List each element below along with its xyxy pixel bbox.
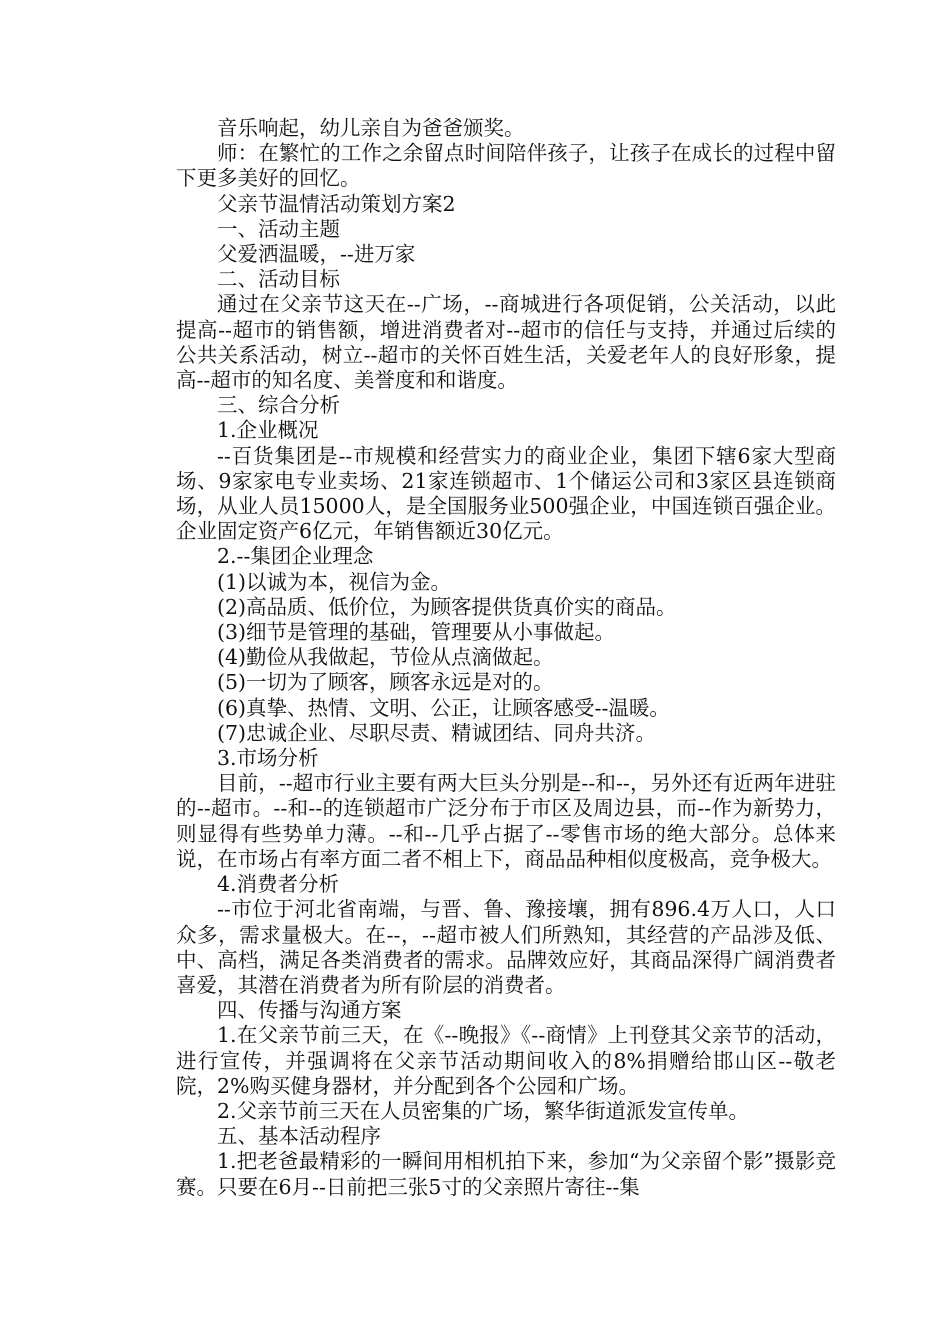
section-title: 父亲节温情活动策划方案2	[217, 191, 456, 216]
paragraph: 通过在父亲节这天在--广场，--商城进行各项促销，公关活动，以此提高--超市的销售额，增进消费者对--超市的信任与支持，并通过后续的公共关系活动，树立--超市的关怀百姓生活，关爱老年人的良好形象，提高--超市的知名度、美誉度和和谐度。	[176, 292, 836, 393]
paragraph: 2.父亲节前三天在人员密集的广场，繁华街道派发宣传单。	[217, 1098, 750, 1123]
list-item: (5)一切为了顾客，顾客永远是对的。	[217, 670, 554, 695]
subheading: 1.企业概况	[217, 418, 319, 443]
list-item: (4)勤俭从我做起，节俭从点滴做起。	[217, 645, 554, 670]
paragraph: --百货集团是--市规模和经营实力的商业企业，集团下辖6家大型商场、9家家电专业卖场、21家连锁超市、1个储运公司和3家区县连锁商场，从业人员15000人，是全国服务业500强企业，中国连锁百强企业。企业固定资产6亿元，年销售额近30亿元。	[176, 443, 836, 544]
subheading: 4.消费者分析	[217, 872, 340, 897]
paragraph: --市位于河北省南端，与晋、鲁、豫接壤，拥有896.4万人口，人口众多，需求量极大。在--，--超市被人们所熟知，其经营的产品涉及低、中、高档，满足各类消费者的需求。品牌效应好，其商品深得广阔消费者喜爱，其潜在消费者为所有阶层的消费者。	[176, 897, 836, 997]
document-body	[176, 116, 836, 1200]
list-item: (3)细节是管理的基础，管理要从小事做起。	[217, 620, 616, 645]
heading: 四、传播与沟通方案	[217, 998, 402, 1023]
paragraph: 师：在繁忙的工作之余留点时间陪伴孩子，让孩子在成长的过程中留下更多美好的回忆。	[176, 141, 836, 191]
paragraph: 音乐响起，幼儿亲自为爸爸颁奖。	[217, 116, 525, 140]
list-item: (2)高品质、低价位，为顾客提供货真价实的商品。	[217, 594, 677, 619]
heading: 五、基本活动程序	[217, 1124, 381, 1149]
heading: 三、综合分析	[217, 393, 340, 418]
paragraph: 父爱洒温暖，--进万家	[217, 242, 416, 267]
paragraph: 目前，--超市行业主要有两大巨头分别是--和--，另外还有近两年进驻的--超市。--和--的连锁超市广泛分布于市区及周边县，而--作为新势力，则显得有些势单力薄。--和--几乎占据了--零售市场的绝大部分。总体来说，在市场占有率方面二者不相上下，商品品种相似度极高，竞争极大。	[176, 771, 836, 871]
subheading: 3.市场分析	[217, 746, 319, 771]
list-item: (6)真挚、热情、文明、公正，让顾客感受--温暖。	[217, 695, 670, 720]
heading: 一、活动主题	[217, 216, 340, 241]
subheading: 2.--集团企业理念	[217, 544, 374, 569]
heading: 二、活动目标	[217, 267, 340, 292]
paragraph: 1.在父亲节前三天，在《--晚报》《--商情》上刊登其父亲节的活动，进行宣传，并强调将在父亲节活动期间收入的8%捐赠给邯山区--敬老院，2%购买健身器材，并分配到各个公园和广场。	[176, 1023, 836, 1098]
list-item: (7)忠诚企业、尽职尽责、精诚团结、同舟共济。	[217, 720, 657, 745]
list-item: (1)以诚为本，视信为金。	[217, 569, 452, 594]
paragraph: 1.把老爸最精彩的一瞬间用相机拍下来，参加“为父亲留个影”摄影竞赛。只要在6月--日前把三张5寸的父亲照片寄往--集	[176, 1149, 836, 1199]
